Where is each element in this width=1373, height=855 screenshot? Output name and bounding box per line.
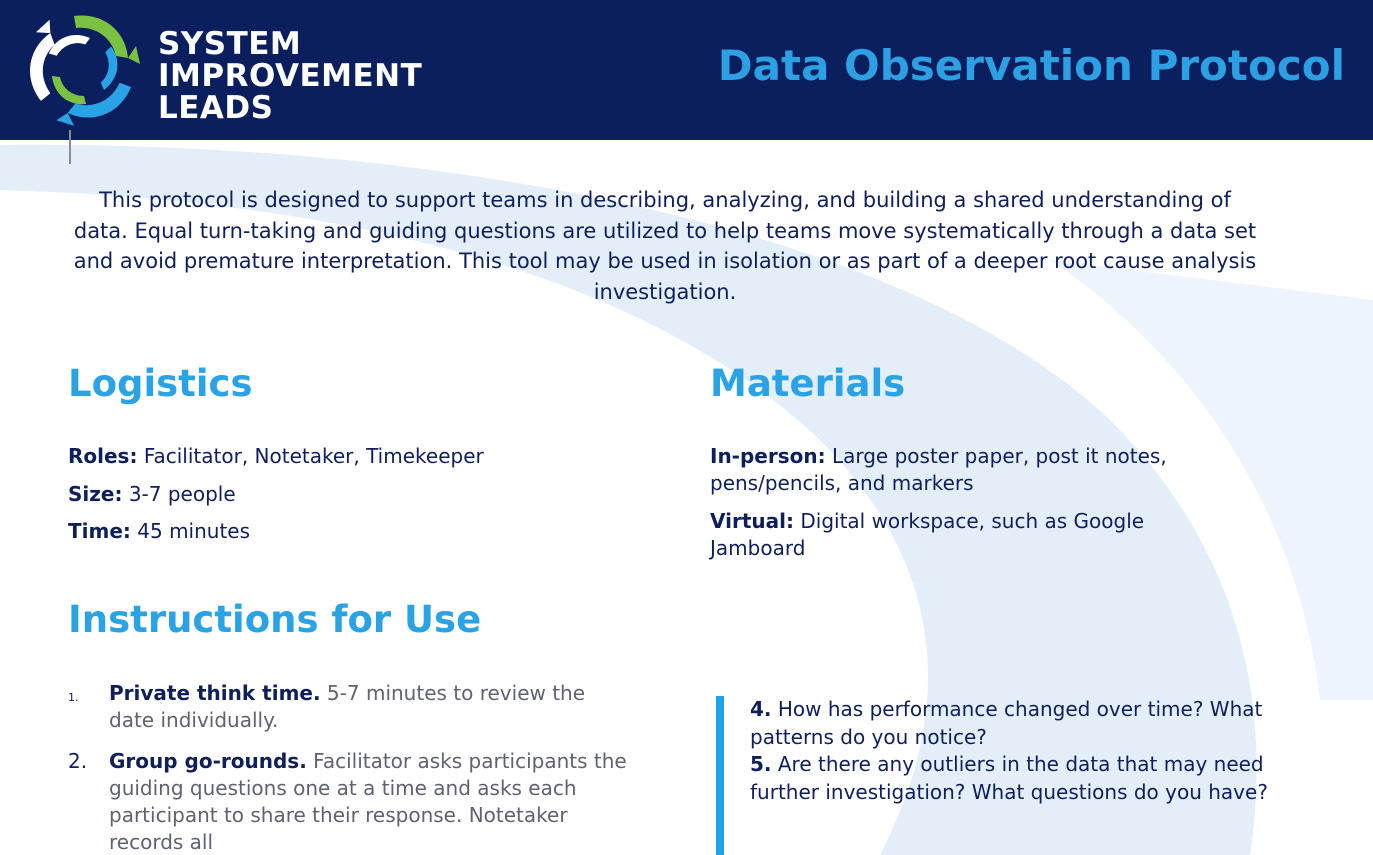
list-item — [68, 748, 628, 855]
page-title: Data Observation Protocol — [717, 41, 1345, 90]
instructions-list — [68, 680, 628, 855]
size-line — [68, 480, 236, 508]
virtual-value: Digital workspace, such as Google Jamboard — [710, 509, 1145, 560]
inperson-value: Large poster paper, post it notes, pens/pencils, and markers — [710, 444, 1167, 495]
step-number: 2. — [68, 749, 88, 773]
step-number: 1. — [68, 691, 79, 704]
question-number: 4. — [750, 697, 772, 721]
question-number: 5. — [750, 752, 772, 776]
roles-line — [68, 442, 484, 470]
logistics-heading: Logistics — [68, 362, 253, 405]
brand-line-2: IMPROVEMENT — [158, 58, 423, 94]
inperson-label: In-person: — [710, 444, 826, 468]
roles-label: Roles: — [68, 444, 138, 468]
header-bar — [0, 0, 1373, 140]
size-value: 3-7 people — [122, 482, 236, 506]
instructions-heading: Instructions for Use — [68, 598, 482, 641]
time-line — [68, 517, 250, 545]
question-item — [750, 751, 1276, 806]
step-text: 5-7 minutes to review the date individually. — [109, 681, 586, 732]
time-label: Time: — [68, 519, 131, 543]
brand-wordmark — [158, 28, 422, 124]
question-text: How has performance changed over time? What patterns do you notice? — [750, 697, 1263, 749]
step-text: Facilitator asks participants the guiding questions one at a time and asks each participant to share their response. Notetaker records all — [109, 749, 627, 854]
step-title: Group go-rounds. — [109, 749, 307, 773]
brand-line-3: LEADS — [158, 90, 274, 126]
question-item — [750, 696, 1276, 751]
size-label: Size: — [68, 482, 123, 506]
roles-value: Facilitator, Notetaker, Timekeeper — [137, 444, 484, 468]
inperson-line — [710, 443, 1230, 497]
logo-icon — [20, 6, 145, 131]
virtual-label: Virtual: — [710, 509, 794, 533]
step-title: Private think time. — [109, 681, 321, 705]
question-text: Are there any outliers in the data that may need further investigation? What questions do you have? — [750, 752, 1268, 804]
list-item — [68, 680, 628, 734]
materials-heading: Materials — [710, 362, 906, 405]
brand-line-1: SYSTEM — [158, 26, 302, 62]
guiding-questions-box — [716, 696, 1276, 855]
divider-tick — [69, 130, 71, 164]
intro-paragraph: This protocol is designed to support teams in describing, analyzing, and building a shared understanding of data. Equal turn-taking and guiding questions are utilized to help teams move systematically through a data set and avoid premature interpretation. This tool may be used in isolation or as part of a deeper root cause analysis investigation. — [73, 188, 1257, 304]
virtual-line — [710, 508, 1230, 562]
time-value: 45 minutes — [130, 519, 251, 543]
